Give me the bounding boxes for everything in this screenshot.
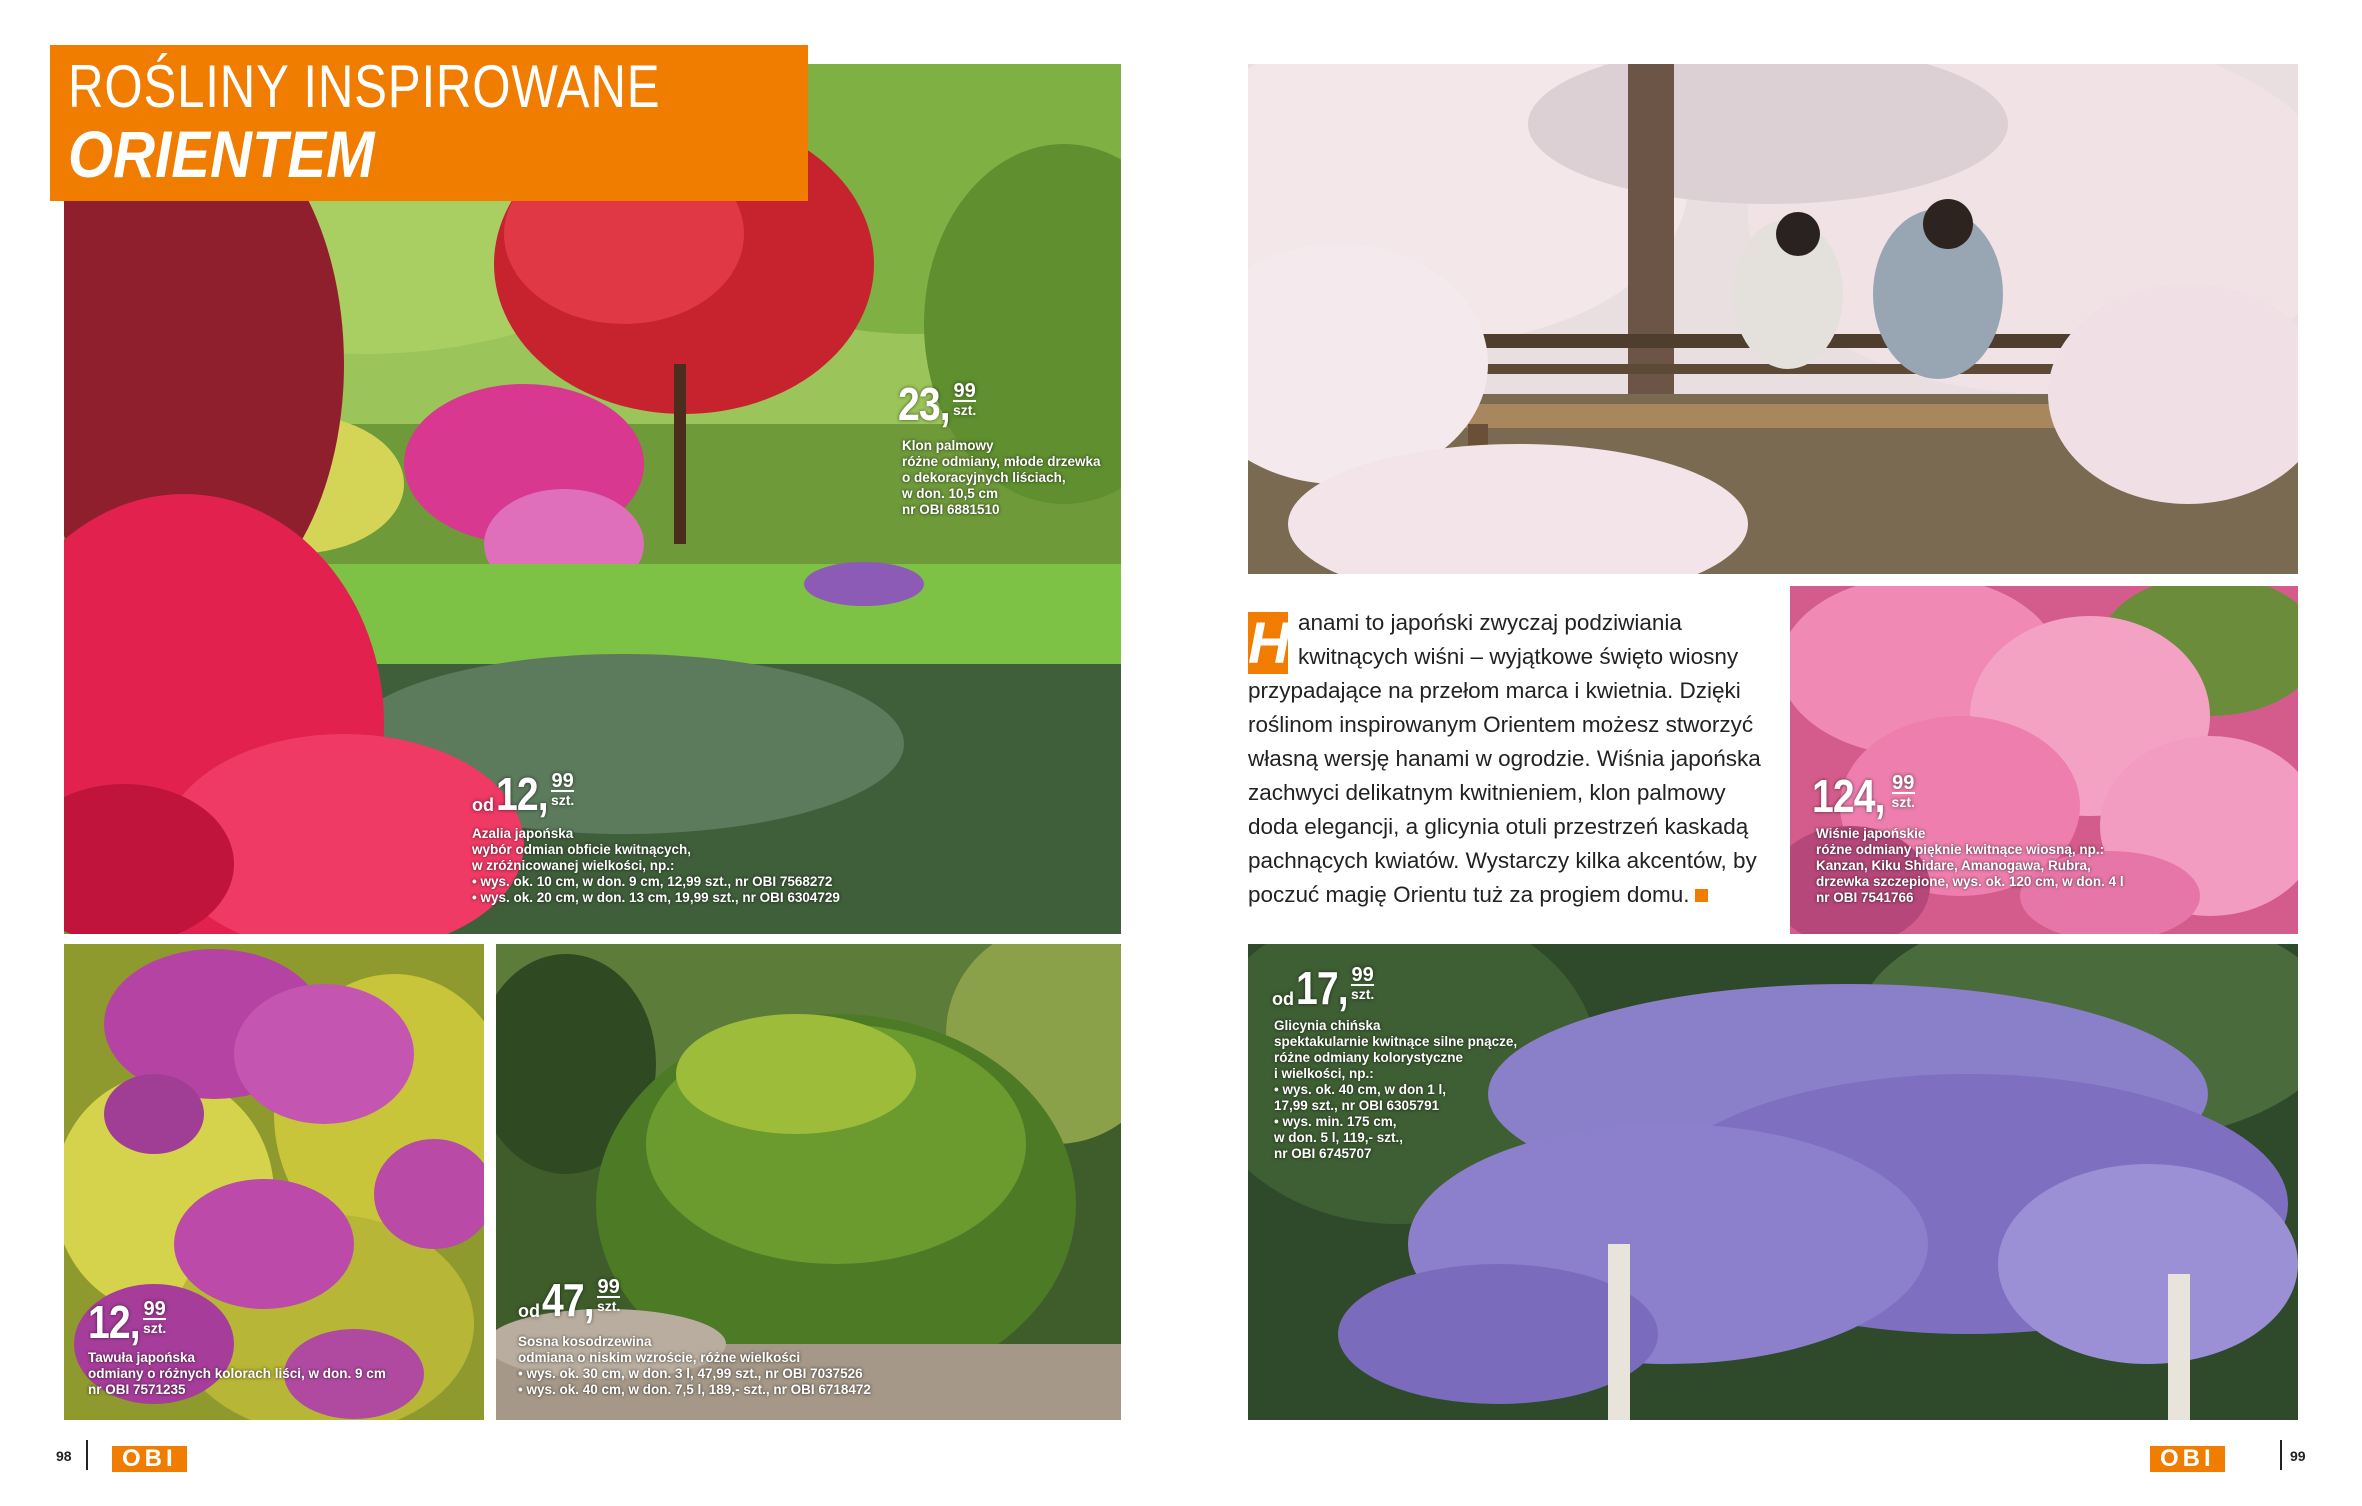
- maple-price: [898, 378, 977, 430]
- cherry-price-unit: szt.: [1891, 794, 1915, 810]
- maple-price-unit: szt.: [952, 402, 977, 418]
- azalea-price-od: od: [472, 795, 494, 815]
- cherry-line-5: nr OBI 7541766: [1816, 890, 1914, 905]
- obi-logo-right: OBI: [2150, 1446, 2225, 1472]
- spiraea-description: [88, 1350, 386, 1398]
- header-line-1: ROŚLINY INSPIROWANE: [68, 53, 661, 120]
- maple-line-1: Klon palmowy: [902, 438, 994, 453]
- wisteria-line-9: nr OBI 6745707: [1274, 1146, 1372, 1161]
- spiraea-photo: [64, 944, 484, 1420]
- pine-price-od: od: [518, 1301, 540, 1321]
- spiraea-price-int: 12,: [88, 1296, 140, 1348]
- cherry-line-1: Wiśnie japońskie: [1816, 826, 1926, 841]
- azalea-price: [472, 768, 575, 820]
- cherry-description: [1816, 826, 2124, 906]
- page-number-left: 98: [56, 1448, 72, 1464]
- footer-separator-right: [2280, 1440, 2282, 1470]
- azalea-line-4: • wys. ok. 10 cm, w don. 9 cm, 12,99 szt., nr OBI 7568272: [472, 874, 833, 889]
- spiraea-line-2: odmiany o różnych kolorach liści, w don. 9 cm: [88, 1366, 386, 1381]
- pine-line-3: • wys. ok. 30 cm, w don. 3 l, 47,99 szt., nr OBI 7037526: [518, 1366, 863, 1381]
- azalea-line-1: Azalia japońska: [472, 826, 574, 841]
- page-header: [50, 45, 808, 201]
- spiraea-price: [88, 1296, 167, 1348]
- maple-description: [902, 438, 1101, 518]
- maple-line-4: w don. 10,5 cm: [902, 486, 999, 501]
- wisteria-price-int: 17,: [1296, 962, 1348, 1014]
- spiraea-price-dec: 99: [143, 1298, 166, 1320]
- wisteria-line-2: spektakularnie kwitnące silne pnącze,: [1274, 1034, 1518, 1049]
- article-text: [1248, 606, 1768, 912]
- pine-price-unit: szt.: [596, 1298, 621, 1314]
- pine-price-dec: 99: [597, 1276, 620, 1298]
- azalea-price-unit: szt.: [550, 792, 575, 808]
- pine-line-1: Sosna kosodrzewina: [518, 1334, 652, 1349]
- wisteria-price-od: od: [1272, 989, 1294, 1009]
- azalea-price-dec: 99: [551, 770, 574, 792]
- cherry-line-2: różne odmiany pięknie kwitnące wiosną, np.:: [1816, 842, 2105, 857]
- wisteria-line-3: różne odmiany kolorystyczne: [1274, 1050, 1464, 1065]
- spiraea-line-3: nr OBI 7571235: [88, 1382, 186, 1397]
- footer-separator-left: [86, 1440, 88, 1470]
- wisteria-price: [1272, 962, 1375, 1014]
- article-drop-cap: H: [1248, 611, 1290, 676]
- article-body: anami to japoński zwyczaj podziwiania kwitnących wiśni – wyjątkowe święto wiosny przypadające na przełom marca i kwietnia. Dzięki roślinom inspirowanym Orientem możesz stworzyć własną wersję hanami w ogrodzie. Wiśnia japońska zachwyci delikatnym kwitnieniem, klon palmowy doda elegancji, a glicynia otuli przestrzeń kaskadą pachnących kwiatów. Wystarczy kilka akcentów, by poczuć magię Orientu tuż za progiem domu.: [1248, 610, 1761, 907]
- azalea-price-int: 12,: [496, 768, 548, 820]
- cherry-line-3: Kanzan, Kiku Shidare, Amanogawa, Rubra,: [1816, 858, 2091, 873]
- obi-logo-left: OBI: [112, 1446, 187, 1472]
- spiraea-price-unit: szt.: [142, 1320, 167, 1336]
- pine-description: [518, 1334, 871, 1398]
- wisteria-price-unit: szt.: [1350, 986, 1375, 1002]
- wisteria-photo: [1248, 944, 2298, 1420]
- wisteria-price-dec: 99: [1351, 964, 1374, 986]
- wisteria-line-8: w don. 5 l, 119,- szt.,: [1274, 1130, 1404, 1145]
- wisteria-line-6: 17,99 szt., nr OBI 6305791: [1274, 1098, 1440, 1113]
- wisteria-line-4: i wielkości, np.:: [1274, 1066, 1374, 1081]
- pine-line-2: odmiana o niskim wzroście, różne wielkości: [518, 1350, 801, 1365]
- wisteria-line-5: • wys. ok. 40 cm, w don 1 l,: [1274, 1082, 1447, 1097]
- maple-line-5: nr OBI 6881510: [902, 502, 1000, 517]
- wisteria-description: [1274, 1018, 1517, 1162]
- wisteria-line-1: Glicynia chińska: [1274, 1018, 1381, 1033]
- pine-price: [518, 1274, 621, 1326]
- cherry-price-int: 124,: [1812, 770, 1885, 822]
- azalea-line-2: wybór odmian obficie kwitnących,: [472, 842, 692, 857]
- maple-line-3: o dekoracyjnych liściach,: [902, 470, 1066, 485]
- azalea-description: [472, 826, 840, 906]
- azalea-line-3: w zróżnicowanej wielkości, np.:: [472, 858, 675, 873]
- spiraea-line-1: Tawuła japońska: [88, 1350, 196, 1365]
- cherry-price: [1812, 770, 1915, 822]
- pine-line-4: • wys. ok. 40 cm, w don. 7,5 l, 189,- szt., nr OBI 6718472: [518, 1382, 871, 1397]
- hanami-photo: [1248, 64, 2298, 574]
- cherry-line-4: drzewka szczepione, wys. ok. 120 cm, w don. 4 l: [1816, 874, 2124, 889]
- maple-price-dec: 99: [953, 380, 976, 402]
- cherry-price-dec: 99: [1892, 772, 1915, 794]
- azalea-line-5: • wys. ok. 20 cm, w don. 13 cm, 19,99 szt., nr OBI 6304729: [472, 890, 840, 905]
- pine-price-int: 47,: [542, 1274, 594, 1326]
- maple-line-2: różne odmiany, młode drzewka: [902, 454, 1101, 469]
- header-line-2: ORIENTEM: [68, 117, 375, 191]
- article-end-mark: [1695, 889, 1708, 902]
- wisteria-line-7: • wys. min. 175 cm,: [1274, 1114, 1397, 1129]
- maple-price-int: 23,: [898, 378, 950, 430]
- page-number-right: 99: [2290, 1448, 2306, 1464]
